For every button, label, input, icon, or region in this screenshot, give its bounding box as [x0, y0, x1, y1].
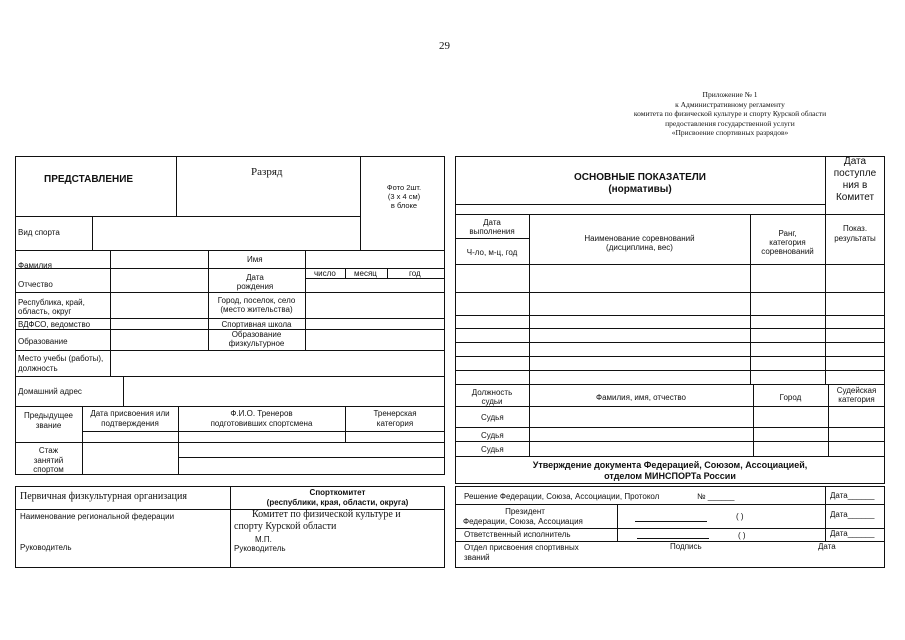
judge-position-label — [455, 388, 529, 406]
indicators-title-text: (нормативы) — [608, 184, 672, 195]
signature-line[interactable] — [635, 521, 707, 522]
approval-heading — [455, 460, 885, 482]
photo-text: в блоке — [390, 201, 418, 210]
judge-category-label — [828, 386, 885, 404]
region-text: Республика, край, — [18, 298, 85, 307]
region-text: область, округ — [18, 307, 72, 316]
president-text: Федерации, Союза, Ассоциация — [463, 516, 583, 526]
date-label: Дата — [818, 542, 836, 551]
study-place-text: должность — [18, 364, 58, 373]
experience-text: занятий — [33, 455, 64, 465]
experience-text: Стаж — [38, 446, 59, 455]
judge-label: Судья — [481, 445, 504, 454]
receipt-date-text: Комитет — [835, 192, 875, 203]
responsible-label: Ответственный исполнитель — [464, 530, 571, 539]
city-label — [208, 296, 305, 314]
coach-category-label — [345, 409, 445, 429]
date-field: Дата______ — [830, 529, 875, 538]
form-title: ПРЕДСТАВЛЕНИЕ — [44, 174, 134, 185]
pe-education-text: Образование — [231, 330, 282, 339]
vdfso-label: ВДФСО, ведомство — [18, 320, 91, 329]
protocol-number: № ______ — [697, 492, 735, 501]
regional-federation-label: Наименование региональной федерации — [20, 512, 175, 521]
indicators-title — [455, 172, 825, 196]
category-label: Разряд — [251, 166, 283, 178]
coaches-text: Ф.И.О. Тренеров — [230, 409, 293, 418]
signature-label: Подпись — [670, 542, 702, 551]
patronymic-label: Отчество — [18, 280, 53, 289]
region-label — [18, 298, 85, 316]
results-label — [825, 224, 885, 244]
date-field: Дата______ — [830, 491, 875, 500]
rank-text: соревнований — [761, 247, 814, 256]
assignment-dept-text: званий — [464, 553, 490, 562]
study-place-text: Место учебы (работы), — [18, 354, 104, 363]
pe-education-text: физкультурное — [228, 339, 285, 348]
competition-name-text: Наименование соревнований — [584, 234, 695, 243]
rank-label — [750, 229, 825, 256]
coaches-label — [178, 409, 345, 429]
results-text: результаты — [834, 234, 876, 243]
name-parentheses: ( ) — [738, 531, 746, 540]
appendix-line: комитета по физической культуре и спорту Курской области — [633, 109, 827, 118]
city-col-label: Город — [779, 393, 802, 402]
competition-name-text: (дисциплина, вес) — [606, 243, 673, 252]
assignment-date-text: Дата присвоения или — [90, 409, 170, 418]
city-text: Город, поселок, село — [217, 296, 296, 305]
date-field: Дата______ — [830, 510, 875, 519]
experience-text: спортом — [33, 465, 64, 474]
coach-category-text: Тренерская — [373, 409, 417, 418]
day-label: число — [314, 269, 336, 278]
full-name-label: Фамилия, имя, отчество — [596, 393, 686, 402]
appendix-line: «Присвоение спортивных разрядов» — [671, 128, 789, 137]
judge-category-text: категория — [838, 395, 875, 404]
completion-date-text: Дата — [483, 218, 501, 227]
photo-box — [368, 183, 440, 210]
judge-position-text: Должность — [471, 388, 513, 397]
results-text: Показ. — [842, 224, 868, 233]
appendix-header — [600, 90, 860, 138]
rank-text: категория — [769, 238, 806, 247]
previous-title-text: Предыдущее — [24, 411, 73, 420]
sport-committee-text: Спорткомитет — [309, 488, 366, 497]
committee-name — [234, 509, 401, 533]
appendix-line: Приложение № 1 — [702, 90, 758, 99]
receipt-date-text: поступле — [833, 168, 877, 179]
approval-text: отделом МИНСПОРТа России — [604, 471, 736, 481]
photo-text: Фото 2шт. — [386, 183, 422, 192]
primary-org-label: Первичная физкультурная организация — [20, 491, 187, 502]
completion-date-text: выполнения — [469, 227, 515, 236]
year-label: год — [409, 269, 421, 278]
decision-label: Решение Федерации, Союза, Ассоциации, Протокол — [464, 492, 660, 501]
appendix-line: к Административному регламенту — [675, 99, 785, 109]
committee-name-text: Комитет по физической культуре и — [252, 509, 401, 520]
birth-date-text: Дата — [246, 273, 264, 282]
previous-title-text: звание — [35, 421, 62, 430]
competition-name-label — [529, 234, 750, 252]
head-label-right: Руководитель — [234, 544, 286, 553]
signature-line[interactable] — [637, 538, 709, 539]
judge-position-text: судьи — [481, 397, 503, 406]
approval-text: Утверждение документа Федерацией, Союзом, Ассоциацией, — [532, 460, 808, 470]
president-label — [455, 507, 595, 526]
assignment-dept-label — [464, 543, 579, 563]
home-address-label: Домашний адрес — [18, 387, 82, 396]
month-label: месяц — [354, 269, 377, 278]
sport-committee-label — [230, 488, 445, 507]
committee-name-text: спорту Курской области — [234, 521, 337, 532]
receipt-date-label — [825, 156, 885, 204]
surname-label: Фамилия — [18, 261, 52, 270]
appendix-line: предоставления государственной услуги — [665, 118, 795, 128]
president-text: Президент — [505, 507, 545, 516]
indicators-form — [455, 156, 885, 484]
coaches-text: подготовивших спортсмена — [210, 419, 313, 428]
assignment-date-text: подтверждения — [101, 419, 159, 428]
city-text: (место жительства) — [220, 305, 293, 314]
study-place-label — [18, 354, 103, 374]
rank-text: Ранг, — [778, 229, 797, 238]
receipt-date-text: Дата — [843, 156, 867, 167]
coach-category-text: категория — [376, 419, 414, 428]
name-label: Имя — [247, 255, 263, 264]
birth-date-label — [230, 273, 280, 291]
judge-label: Судья — [481, 431, 504, 440]
assignment-dept-text: Отдел присвоения спортивных — [464, 543, 579, 552]
judge-category-text: Судейская — [836, 386, 877, 395]
sport-committee-text: (республики, края, области, округа) — [266, 497, 409, 507]
judge-label: Судья — [481, 413, 504, 422]
education-label: Образование — [18, 337, 68, 346]
assignment-date-label — [82, 409, 178, 429]
indicators-title-text: ОСНОВНЫЕ ПОКАЗАТЕЛИ — [574, 172, 706, 183]
receipt-date-text: ния в — [842, 180, 868, 191]
date-format-label: Ч-ло, м-ц, год — [466, 248, 518, 257]
head-label-left: Руководитель — [20, 543, 72, 552]
page-number: 29 — [439, 40, 450, 52]
stamp-label: М.П. — [255, 535, 272, 544]
birth-date-text: рождения — [236, 282, 274, 291]
pe-education-label — [208, 330, 305, 348]
sport-school-label: Спортивная школа — [221, 320, 292, 329]
photo-text: (3 х 4 см) — [387, 192, 421, 201]
name-parentheses: ( ) — [736, 512, 744, 521]
experience-label — [15, 446, 82, 475]
completion-date-label — [455, 218, 529, 236]
previous-title-label — [15, 411, 82, 431]
sport-type-label: Вид спорта — [18, 228, 60, 237]
